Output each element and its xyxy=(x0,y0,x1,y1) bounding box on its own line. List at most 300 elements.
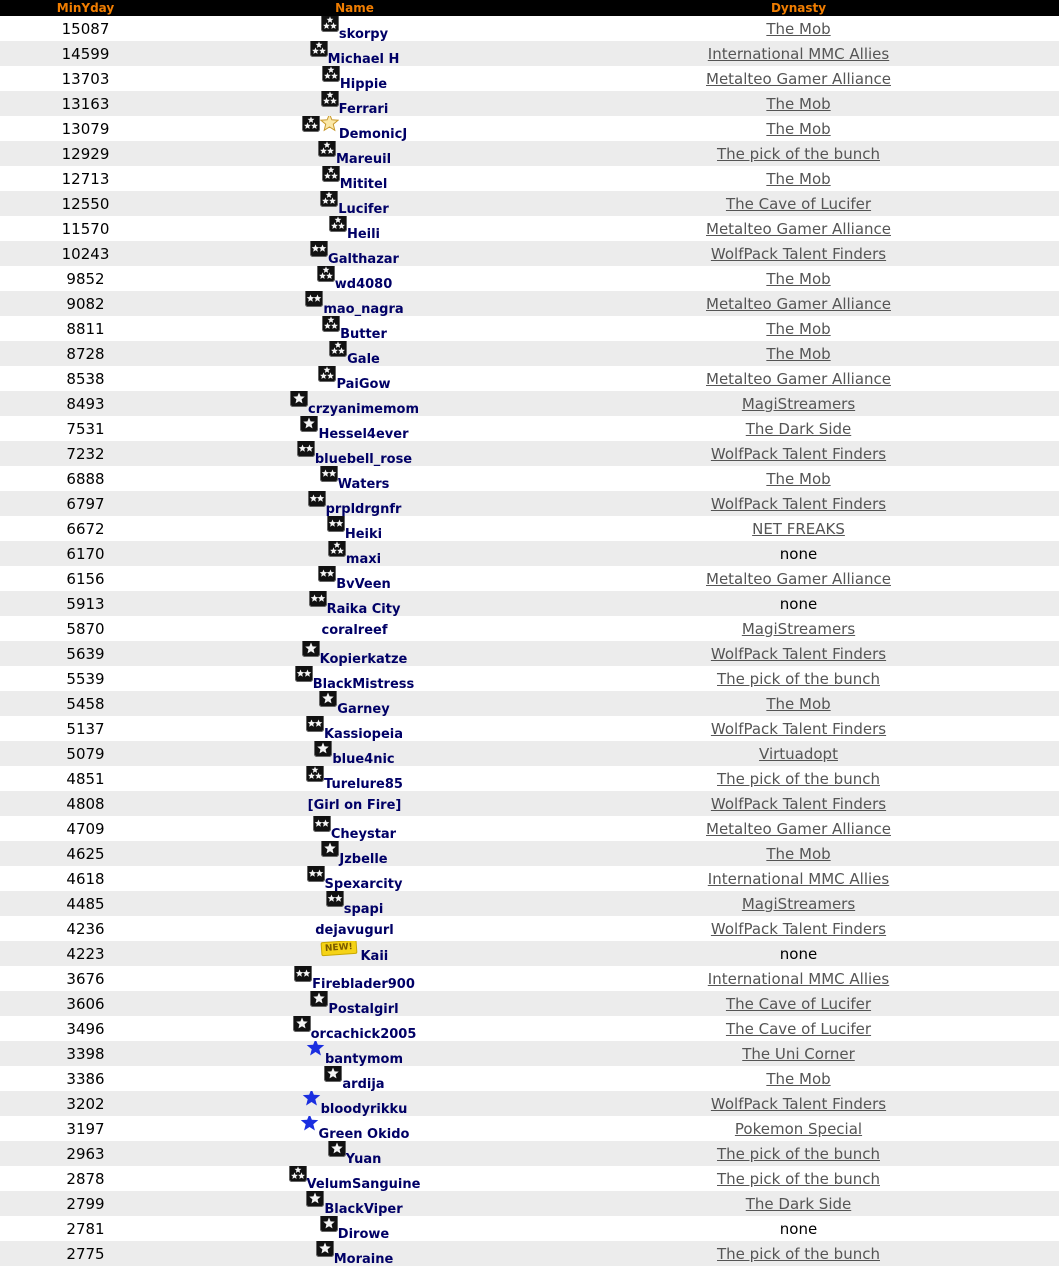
player-name-link[interactable]: VelumSanguine xyxy=(307,1177,421,1192)
name-cell xyxy=(171,791,538,816)
player-name-link[interactable]: Mareuil xyxy=(336,152,391,167)
minyday-value: 5539 xyxy=(0,666,171,691)
name-cell xyxy=(171,366,538,391)
dynasty-cell xyxy=(538,566,1059,591)
name-cell xyxy=(171,1066,538,1091)
dynasty-cell xyxy=(538,41,1059,66)
name-cell xyxy=(171,616,538,641)
dynasty-link[interactable]: The pick of the bunch xyxy=(717,1145,880,1163)
table-row xyxy=(0,1116,1059,1141)
table-row xyxy=(0,516,1059,541)
header-name[interactable]: Name xyxy=(171,0,538,16)
minyday-value: 5137 xyxy=(0,716,171,741)
rank-badge-icon xyxy=(322,66,340,86)
dynasty-cell xyxy=(538,1191,1059,1216)
minyday-value: 4808 xyxy=(0,791,171,816)
dynasty-cell xyxy=(538,441,1059,466)
rank-badge-icon xyxy=(309,591,327,611)
rank-badge-icon xyxy=(314,741,332,761)
name-cell xyxy=(171,66,538,91)
blue-star-icon xyxy=(302,1091,321,1111)
dynasty-link[interactable]: WolfPack Talent Finders xyxy=(711,795,886,813)
rank-badge-icon xyxy=(327,516,345,536)
rank-badge-icon xyxy=(306,716,324,736)
name-cell xyxy=(171,141,538,166)
minyday-value: 14599 xyxy=(0,41,171,66)
name-cell xyxy=(171,241,538,266)
dynasty-link[interactable]: The Mob xyxy=(766,170,830,188)
dynasty-cell xyxy=(538,241,1059,266)
name-cell xyxy=(171,416,538,441)
rank-badge-icon xyxy=(328,541,346,561)
player-name-link[interactable]: Hessel4ever xyxy=(318,427,408,442)
dynasty-link[interactable]: Virtuadopt xyxy=(759,745,838,763)
dynasty-cell xyxy=(538,141,1059,166)
table-row xyxy=(0,41,1059,66)
minyday-value: 13703 xyxy=(0,66,171,91)
minyday-value: 6797 xyxy=(0,491,171,516)
dynasty-cell xyxy=(538,1216,1059,1241)
table-row xyxy=(0,1191,1059,1216)
dynasty-cell xyxy=(538,841,1059,866)
table-row xyxy=(0,1241,1059,1266)
rank-badge-icon xyxy=(318,566,336,586)
dynasty-cell xyxy=(538,541,1059,566)
minyday-value: 12550 xyxy=(0,191,171,216)
dynasty-link[interactable]: Metalteo Gamer Alliance xyxy=(706,220,891,238)
dynasty-cell xyxy=(538,1041,1059,1066)
table-row xyxy=(0,541,1059,566)
player-name-link[interactable]: bluebell_rose xyxy=(315,452,412,467)
player-name-link[interactable]: Heili xyxy=(347,227,380,242)
dynasty-link[interactable]: The Uni Corner xyxy=(742,1045,855,1063)
dynasty-link[interactable]: The Dark Side xyxy=(746,1195,851,1213)
player-name-link[interactable]: BvVeen xyxy=(336,577,391,592)
dynasty-link[interactable]: International MMC Allies xyxy=(708,870,889,888)
table-body xyxy=(0,16,1059,1266)
player-name-link[interactable]: PaiGow xyxy=(336,377,390,392)
table-row xyxy=(0,891,1059,916)
minyday-value: 6156 xyxy=(0,566,171,591)
player-name-link[interactable]: Kaii xyxy=(360,949,388,964)
rank-badge-icon xyxy=(321,91,339,111)
name-cell xyxy=(171,391,538,416)
rank-badge-icon xyxy=(321,841,339,861)
dynasty-link[interactable]: The Mob xyxy=(766,845,830,863)
dynasty-none-text: none xyxy=(780,545,817,563)
name-cell xyxy=(171,816,538,841)
player-name-link[interactable]: Gale xyxy=(347,352,380,367)
dynasty-cell xyxy=(538,1141,1059,1166)
dynasty-cell xyxy=(538,1091,1059,1116)
minyday-value: 9082 xyxy=(0,291,171,316)
rank-badge-icon xyxy=(326,891,344,911)
rank-badge-icon xyxy=(310,241,328,261)
dynasty-cell xyxy=(538,616,1059,641)
table-row xyxy=(0,941,1059,966)
dynasty-link[interactable]: WolfPack Talent Finders xyxy=(711,920,886,938)
player-name-link[interactable]: Kassiopeia xyxy=(324,727,403,742)
dynasty-cell xyxy=(538,266,1059,291)
minyday-value: 3202 xyxy=(0,1091,171,1116)
rank-badge-icon xyxy=(320,191,338,211)
table-row xyxy=(0,266,1059,291)
table-row xyxy=(0,16,1059,41)
name-cell xyxy=(171,566,538,591)
player-name-link[interactable]: Green Okido xyxy=(319,1127,410,1141)
minyday-value: 11570 xyxy=(0,216,171,241)
dynasty-link[interactable]: The Mob xyxy=(766,95,830,113)
table-row xyxy=(0,1216,1059,1241)
rank-badge-icon xyxy=(300,416,318,436)
player-name-link[interactable]: BlackViper xyxy=(324,1202,402,1217)
name-cell xyxy=(171,41,538,66)
name-cell xyxy=(171,741,538,766)
dynasty-cell xyxy=(538,591,1059,616)
player-name-link[interactable]: DemonicJ xyxy=(339,127,407,141)
player-name-link[interactable]: spapi xyxy=(344,902,384,917)
player-name-link[interactable]: Yuan xyxy=(346,1152,382,1167)
player-name-link[interactable]: skorpy xyxy=(339,27,388,42)
minyday-value: 8728 xyxy=(0,341,171,366)
minyday-value: 15087 xyxy=(0,16,171,41)
minyday-value: 4618 xyxy=(0,866,171,891)
table-row xyxy=(0,341,1059,366)
dynasty-cell xyxy=(538,216,1059,241)
table-row xyxy=(0,691,1059,716)
player-name-link[interactable]: wd4080 xyxy=(335,277,393,292)
table-row xyxy=(0,791,1059,816)
table-row xyxy=(0,616,1059,641)
name-cell xyxy=(171,1141,538,1166)
blue-star-icon xyxy=(300,1116,319,1136)
dynasty-link[interactable]: WolfPack Talent Finders xyxy=(711,245,886,263)
name-cell xyxy=(171,1016,538,1041)
player-name-link[interactable]: Spexarcity xyxy=(325,877,403,892)
dynasty-link[interactable]: International MMC Allies xyxy=(708,45,889,63)
dynasty-cell xyxy=(538,666,1059,691)
dynasty-link[interactable]: The Cave of Lucifer xyxy=(726,195,871,213)
dynasty-link[interactable]: WolfPack Talent Finders xyxy=(711,720,886,738)
name-cell xyxy=(171,591,538,616)
table-row xyxy=(0,416,1059,441)
rank-badge-icon xyxy=(305,291,323,311)
minyday-value: 7531 xyxy=(0,416,171,441)
minyday-value: 6888 xyxy=(0,466,171,491)
dynasty-link[interactable]: The Mob xyxy=(766,470,830,488)
player-name-link[interactable]: Mititel xyxy=(340,177,388,192)
name-cell xyxy=(171,441,538,466)
player-name-link[interactable]: dejavugurl xyxy=(315,923,394,938)
minyday-value: 2799 xyxy=(0,1191,171,1216)
table-row xyxy=(0,741,1059,766)
dynasty-cell xyxy=(538,1016,1059,1041)
player-name-link[interactable]: Raika City xyxy=(327,602,401,617)
player-name-link[interactable]: coralreef xyxy=(322,623,388,638)
dynasty-link[interactable]: MagiStreamers xyxy=(742,395,855,413)
name-cell xyxy=(171,491,538,516)
table-row xyxy=(0,116,1059,141)
minyday-value: 2775 xyxy=(0,1241,171,1266)
table-row xyxy=(0,241,1059,266)
table-row xyxy=(0,916,1059,941)
header-minyday[interactable]: MinYday xyxy=(0,0,171,16)
player-name-link[interactable]: Turelure85 xyxy=(324,777,403,792)
player-name-link[interactable]: crzyanimemom xyxy=(308,402,419,417)
player-name-link[interactable]: Michael H xyxy=(328,52,400,67)
rank-badge-icon xyxy=(308,491,326,511)
minyday-value: 4709 xyxy=(0,816,171,841)
table-row xyxy=(0,766,1059,791)
player-name-link[interactable]: Postalgirl xyxy=(328,1002,398,1017)
name-cell xyxy=(171,1191,538,1216)
dynasty-link[interactable]: The pick of the bunch xyxy=(717,145,880,163)
dynasty-cell xyxy=(538,491,1059,516)
table-row xyxy=(0,441,1059,466)
dynasty-link[interactable]: The Mob xyxy=(766,20,830,38)
new-badge-icon xyxy=(321,942,361,958)
rank-badge-icon xyxy=(290,391,308,411)
dynasty-link[interactable]: The pick of the bunch xyxy=(717,1245,880,1263)
player-name-link[interactable]: ardija xyxy=(342,1077,384,1092)
rank-badge-icon xyxy=(321,16,339,36)
name-cell xyxy=(171,291,538,316)
name-cell xyxy=(171,1091,538,1116)
dynasty-cell xyxy=(538,91,1059,116)
dynasty-cell xyxy=(538,466,1059,491)
table-row xyxy=(0,841,1059,866)
player-name-link[interactable]: Kopierkatze xyxy=(320,652,408,667)
name-cell xyxy=(171,1116,538,1141)
table-row xyxy=(0,191,1059,216)
dynasty-cell xyxy=(538,191,1059,216)
minyday-value: 4851 xyxy=(0,766,171,791)
dynasty-link[interactable]: The pick of the bunch xyxy=(717,770,880,788)
dynasty-cell xyxy=(538,316,1059,341)
table-header xyxy=(0,0,1059,16)
player-name-link[interactable]: Butter xyxy=(340,327,387,342)
name-cell xyxy=(171,266,538,291)
dynasty-cell xyxy=(538,1241,1059,1266)
table-row xyxy=(0,391,1059,416)
rank-badge-icon xyxy=(317,266,335,286)
rank-badge-icon xyxy=(318,141,336,161)
minyday-value: 3197 xyxy=(0,1116,171,1141)
rank-badge-icon xyxy=(324,1066,342,1086)
minyday-value: 3386 xyxy=(0,1066,171,1091)
rank-badge-icon xyxy=(302,116,320,136)
dynasty-link[interactable]: The pick of the bunch xyxy=(717,670,880,688)
table-row xyxy=(0,1091,1059,1116)
dynasty-cell xyxy=(538,941,1059,966)
dynasty-link[interactable]: The Cave of Lucifer xyxy=(726,995,871,1013)
minyday-value: 5458 xyxy=(0,691,171,716)
dynasty-link[interactable]: The Dark Side xyxy=(746,420,851,438)
minyday-value: 3398 xyxy=(0,1041,171,1066)
name-cell xyxy=(171,841,538,866)
player-name-link[interactable]: prpldrgnfr xyxy=(326,502,402,517)
table-row xyxy=(0,641,1059,666)
rank-badge-icon xyxy=(322,316,340,336)
player-name-link[interactable]: Lucifer xyxy=(338,202,389,217)
dynasty-link[interactable]: Pokemon Special xyxy=(735,1120,862,1138)
player-name-link[interactable]: Hippie xyxy=(340,77,387,92)
dynasty-cell xyxy=(538,416,1059,441)
dynasty-link[interactable]: The Mob xyxy=(766,120,830,138)
player-name-link[interactable]: Cheystar xyxy=(331,827,396,842)
table-row xyxy=(0,1141,1059,1166)
player-name-link[interactable]: maxi xyxy=(346,552,381,567)
dynasty-link[interactable]: Metalteo Gamer Alliance xyxy=(706,370,891,388)
dynasty-cell xyxy=(538,391,1059,416)
dynasty-link[interactable]: The Mob xyxy=(766,345,830,363)
rank-badge-icon xyxy=(293,1016,311,1036)
minyday-value: 7232 xyxy=(0,441,171,466)
minyday-value: 2781 xyxy=(0,1216,171,1241)
dynasty-link[interactable]: The Mob xyxy=(766,695,830,713)
dynasty-link[interactable]: The Mob xyxy=(766,320,830,338)
table-row xyxy=(0,141,1059,166)
name-cell xyxy=(171,916,538,941)
minyday-value: 10243 xyxy=(0,241,171,266)
table-row xyxy=(0,491,1059,516)
rank-badge-icon xyxy=(307,866,325,886)
name-cell xyxy=(171,716,538,741)
player-name-link[interactable]: bantymom xyxy=(325,1052,403,1066)
minyday-value: 13079 xyxy=(0,116,171,141)
dynasty-cell xyxy=(538,766,1059,791)
player-name-link[interactable]: Garney xyxy=(337,702,389,717)
name-cell xyxy=(171,516,538,541)
new-label: NEW! xyxy=(320,941,357,956)
name-cell xyxy=(171,691,538,716)
player-name-link[interactable]: [Girl on Fire] xyxy=(308,798,402,813)
dynasty-none-text: none xyxy=(780,1220,817,1238)
dynasty-link[interactable]: The pick of the bunch xyxy=(717,1170,880,1188)
minyday-value: 9852 xyxy=(0,266,171,291)
dynasty-cell xyxy=(538,991,1059,1016)
dynasty-link[interactable]: WolfPack Talent Finders xyxy=(711,445,886,463)
player-name-link[interactable]: Heiki xyxy=(345,527,382,542)
rank-badge-icon xyxy=(297,441,315,461)
dynasty-cell xyxy=(538,341,1059,366)
player-name-link[interactable]: mao_nagra xyxy=(323,302,403,317)
player-name-link[interactable]: Dirowe xyxy=(338,1227,389,1242)
dynasty-none-text: none xyxy=(780,945,817,963)
dynasty-none-text: none xyxy=(780,595,817,613)
minyday-value: 5870 xyxy=(0,616,171,641)
minyday-value: 8493 xyxy=(0,391,171,416)
player-name-link[interactable]: Fireblader900 xyxy=(312,977,415,992)
rank-badge-icon xyxy=(295,666,313,686)
player-name-link[interactable]: orcachick2005 xyxy=(311,1027,417,1042)
minyday-value: 4485 xyxy=(0,891,171,916)
table-row xyxy=(0,91,1059,116)
table-row xyxy=(0,716,1059,741)
dynasty-link[interactable]: The Mob xyxy=(766,270,830,288)
name-cell xyxy=(171,991,538,1016)
player-name-link[interactable]: Waters xyxy=(338,477,390,492)
dynasty-link[interactable]: Metalteo Gamer Alliance xyxy=(706,570,891,588)
name-cell xyxy=(171,1166,538,1191)
dynasty-link[interactable]: MagiStreamers xyxy=(742,620,855,638)
rank-badge-icon xyxy=(329,341,347,361)
player-name-link[interactable]: Galthazar xyxy=(328,252,399,267)
minyday-value: 6170 xyxy=(0,541,171,566)
dynasty-link[interactable]: WolfPack Talent Finders xyxy=(711,645,886,663)
player-name-link[interactable]: blue4nic xyxy=(332,752,394,767)
blue-star-icon xyxy=(306,1041,325,1061)
rank-badge-icon xyxy=(313,816,331,836)
dynasty-link[interactable]: Metalteo Gamer Alliance xyxy=(706,820,891,838)
table-row xyxy=(0,316,1059,341)
player-name-link[interactable]: Moraine xyxy=(334,1252,394,1266)
rank-badge-icon xyxy=(294,966,312,986)
table-row xyxy=(0,1016,1059,1041)
rank-badge-icon xyxy=(289,1166,307,1186)
table-row xyxy=(0,816,1059,841)
dynasty-link[interactable]: Metalteo Gamer Alliance xyxy=(706,70,891,88)
player-name-link[interactable]: Ferrari xyxy=(339,102,389,117)
rank-badge-icon xyxy=(306,766,324,786)
player-name-link[interactable]: Jzbelle xyxy=(339,852,387,867)
minyday-value: 5079 xyxy=(0,741,171,766)
dynasty-link[interactable]: WolfPack Talent Finders xyxy=(711,495,886,513)
name-cell xyxy=(171,341,538,366)
minyday-value: 4223 xyxy=(0,941,171,966)
rank-badge-icon xyxy=(306,1191,324,1211)
dynasty-link[interactable]: Metalteo Gamer Alliance xyxy=(706,295,891,313)
player-name-link[interactable]: BlackMistress xyxy=(313,677,415,692)
minyday-value: 3496 xyxy=(0,1016,171,1041)
table-row xyxy=(0,991,1059,1016)
rank-badge-icon xyxy=(320,1216,338,1236)
dynasty-cell xyxy=(538,916,1059,941)
table-row xyxy=(0,1041,1059,1066)
minyday-value: 5639 xyxy=(0,641,171,666)
rank-badge-icon xyxy=(319,691,337,711)
minyday-value: 8811 xyxy=(0,316,171,341)
player-name-link[interactable]: bloodyrikku xyxy=(321,1102,408,1116)
gold-star-icon xyxy=(320,116,339,136)
table-row xyxy=(0,566,1059,591)
rank-badge-icon xyxy=(322,166,340,186)
rank-badge-icon xyxy=(320,466,338,486)
dynasty-cell xyxy=(538,791,1059,816)
dynasty-cell xyxy=(538,366,1059,391)
name-cell xyxy=(171,641,538,666)
table-row xyxy=(0,866,1059,891)
dynasty-cell xyxy=(538,166,1059,191)
rank-badge-icon xyxy=(328,1141,346,1161)
dynasty-link[interactable]: MagiStreamers xyxy=(742,895,855,913)
dynasty-cell xyxy=(538,741,1059,766)
dynasty-link[interactable]: International MMC Allies xyxy=(708,970,889,988)
dynasty-link[interactable]: WolfPack Talent Finders xyxy=(711,1095,886,1113)
dynasty-cell xyxy=(538,1116,1059,1141)
table-row xyxy=(0,466,1059,491)
table-row xyxy=(0,291,1059,316)
table-row xyxy=(0,666,1059,691)
dynasty-link[interactable]: NET FREAKS xyxy=(752,520,845,538)
name-cell xyxy=(171,466,538,491)
dynasty-link[interactable]: The Cave of Lucifer xyxy=(726,1020,871,1038)
minyday-value: 12713 xyxy=(0,166,171,191)
dynasty-link[interactable]: The Mob xyxy=(766,1070,830,1088)
minyday-value: 8538 xyxy=(0,366,171,391)
header-dynasty[interactable]: Dynasty xyxy=(538,0,1059,16)
dynasty-cell xyxy=(538,891,1059,916)
